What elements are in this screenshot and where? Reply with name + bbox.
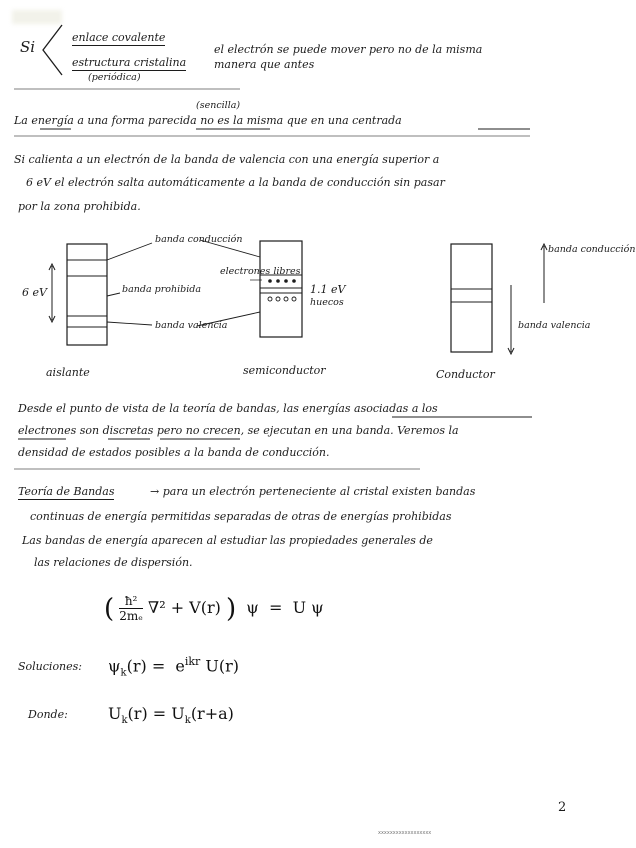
label-semiconductor: semiconductor: [243, 364, 326, 377]
option-enlace-covalente: enlace covalente: [72, 31, 166, 44]
solutions-equation: $\psi_k(r) = e^{ikr}$ U(r): [108, 655, 240, 679]
label-huecos: huecos: [310, 297, 344, 308]
section3-line2: 6 eV el electrón salta automáticamente a la banda de conducción sin pasar: [26, 176, 445, 189]
label-banda-prohibida: banda prohibida: [122, 284, 201, 295]
footer-text: xxxxxxxxxxxxxxxxxx: [378, 830, 432, 836]
label-6ev: 6 eV: [22, 286, 47, 299]
section1-text-line1: el electrón se puede mover pero no de la misma: [214, 43, 483, 56]
section1-text-line2: manera que antes: [214, 58, 315, 71]
label-electrones-libres: electrones libres: [220, 266, 301, 277]
donde-label: Donde:: [28, 708, 68, 721]
si-label: Si: [20, 38, 36, 56]
sencilla-note: (sencilla): [196, 100, 241, 111]
section5-line3: Las bandas de energía aparecen al estudiar las propiedades generales de: [22, 534, 433, 547]
donde-equation: $U_k(r) = U_k(r+a)$: [108, 704, 234, 727]
section3-line1: Si calienta a un electrón de la banda de valencia con una energía superior a: [14, 153, 440, 166]
section4-line2: electrones son discretas pero no crecen, se ejecutan en una banda. Veremos la: [18, 424, 459, 437]
section4-line1: Desde el punto de vista de la teoría de bandas, las energías asociadas a los: [18, 402, 438, 415]
label-banda-conduccion: banda conducción: [155, 234, 243, 245]
label-conductor-banda-valencia: banda valencia: [518, 320, 591, 331]
label-1ev: 1.1 eV: [310, 283, 346, 296]
section3-line3: por la zona prohibida.: [18, 200, 141, 213]
section5-line4: las relaciones de dispersión.: [34, 556, 193, 569]
schrodinger-equation: ( $\frac{\text{ħ²}}{\text{2mₑ}}$ ∇² + V(r) ) ψ = U ψ: [104, 594, 324, 624]
section2-line: La energía a una forma parecida no es la misma que en una centrada: [14, 114, 402, 127]
label-aislante: aislante: [46, 366, 90, 379]
section5-line1: → para un electrón perteneciente al cristal existen bandas: [150, 485, 476, 498]
page-number: 2: [558, 800, 567, 815]
label-conductor-banda-conduccion: banda conducción: [548, 244, 636, 255]
label-conductor: Conductor: [436, 368, 495, 381]
section5-line2: continuas de energía permitidas separadas de otras de energías prohibidas: [30, 510, 452, 523]
section4-line3: densidad de estados posibles a la banda de conducción.: [18, 446, 330, 459]
teoria-bandas-title: Teoría de Bandas: [18, 485, 115, 498]
option-periodica-note: (periódica): [88, 72, 141, 83]
solutions-label: Soluciones:: [18, 660, 83, 673]
label-banda-valencia: banda valencia: [155, 320, 228, 331]
option-estructura-cristalina: estructura cristalina: [72, 56, 187, 69]
